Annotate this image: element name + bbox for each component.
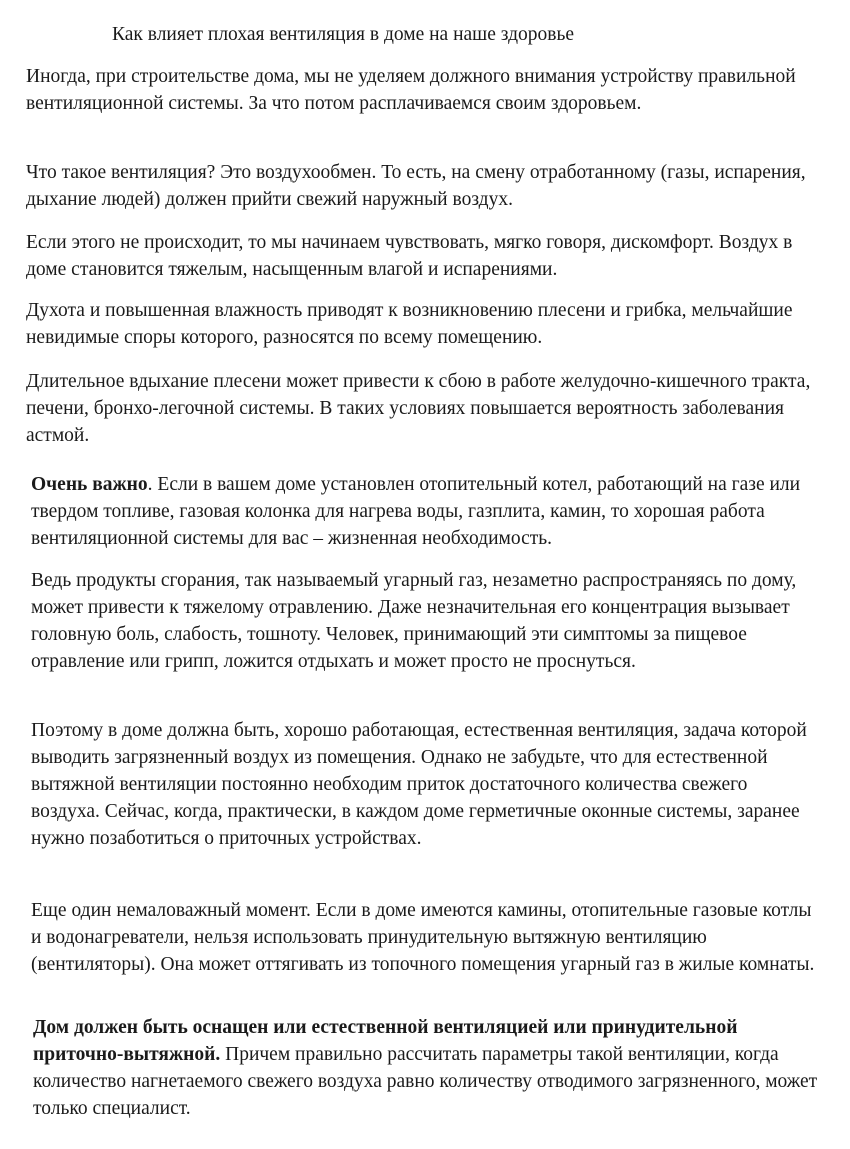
paragraph-what-is-ventilation xyxy=(26,159,826,213)
paragraph-text: Причем правильно рассчитать параметры такой вентиляции, когда количество нагнетаемого свежего воздуха равно количеству отводимого загрязненного, может только специалист. xyxy=(33,1044,818,1119)
paragraph-conclusion xyxy=(33,1014,823,1122)
page-title: Как влияет плохая вентиляция в доме на наше здоровье xyxy=(112,24,575,45)
paragraph-very-important xyxy=(31,471,821,552)
paragraph-text: . Если в вашем доме установлен отопительный котел, работающий на газе или твердом топливе, газовая колонка для нагрева воды, газплита, камин, то хорошая работа вентиляционной системы для вас – жизненная необходимость. xyxy=(31,474,801,549)
paragraph-text: Духота и повышенная влажность приводят к возникновению плесени и грибка, мельчайшие невидимые споры которого, разносятся по всему помещению. xyxy=(26,300,793,348)
paragraph-text: Ведь продукты сгорания, так называемый угарный газ, незаметно распространяясь по дому, может привести к тяжелому отравлению. Даже незначительная его концентрация вызывает головную боль, слабость, тошноту. Человек, принимающий эти симптомы за пищевое отравление или грипп, ложится отдыхать и может просто не проснуться. xyxy=(31,570,797,672)
paragraph-natural-ventilation xyxy=(31,717,821,852)
paragraph-text: Поэтому в доме должна быть, хорошо работающая, естественная вентиляция, задача которой выводить загрязненный воздух из помещения. Однако не забудьте, что для естественной вытяжной вентиляции постоянно необходим приток достаточного количества свежего воздуха. Сейчас, когда, практически, в каждом доме герметичные оконные системы, заранее нужно позаботиться о приточных устройствах. xyxy=(31,720,807,849)
paragraph-text: Длительное вдыхание плесени может привести к сбою в работе желудочно-кишечного тракта, печени, бронхо-легочной системы. В таких условиях повышается вероятность заболевания астмой. xyxy=(26,371,811,446)
paragraph-health-risks xyxy=(26,368,826,449)
paragraph-carbon-monoxide xyxy=(31,567,821,675)
paragraph-intro xyxy=(26,63,826,117)
paragraph-bold-lead: Дом должен быть оснащен или естественной вентиляцией или принудительной приточно-вытяжной. xyxy=(33,1017,738,1065)
paragraph-text: Если этого не происходит, то мы начинаем чувствовать, мягко говоря, дискомфорт. Воздух в доме становится тяжелым, насыщенным влагой и испарениями. xyxy=(26,232,793,280)
paragraph-bold-lead: Очень важно xyxy=(31,474,148,495)
paragraph-forced-ventilation-warning xyxy=(31,897,821,978)
paragraph-discomfort xyxy=(26,229,826,283)
paragraph-mold xyxy=(26,297,826,351)
paragraph-text: Иногда, при строительстве дома, мы не уделяем должного внимания устройству правильной вентиляционной системы. За что потом расплачиваемся своим здоровьем. xyxy=(26,66,796,114)
paragraph-text: Что такое вентиляция? Это воздухообмен. То есть, на смену отработанному (газы, испарения, дыхание людей) должен прийти свежий наружный воздух. xyxy=(26,162,806,210)
paragraph-text: Еще один немаловажный момент. Если в доме имеются камины, отопительные газовые котлы и водонагреватели, нельзя использовать принудительную вытяжную вентиляцию (вентиляторы). Она может оттягивать из топочного помещения угарный газ в жилые комнаты. xyxy=(31,900,815,975)
